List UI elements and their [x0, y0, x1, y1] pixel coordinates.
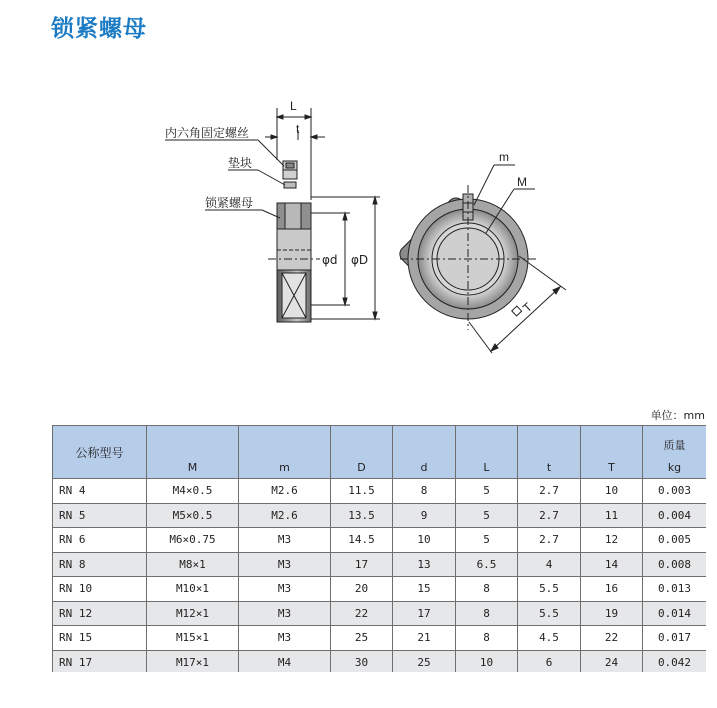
label-L: L [290, 99, 297, 113]
table-cell: 17 [393, 601, 456, 626]
table-cell: M4×0.5 [147, 479, 239, 504]
table-cell: 5 [456, 528, 518, 553]
table-row [53, 503, 707, 528]
model-cell: RN 6 [53, 528, 147, 553]
table-cell: 6.5 [456, 552, 518, 577]
column-header-bottom: T [608, 461, 615, 474]
label-T: T [520, 299, 535, 316]
table-cell: 20 [331, 577, 393, 602]
table-cell: 6 [518, 650, 581, 672]
table-cell: 0.014 [643, 601, 707, 626]
table-cell: 15 [393, 577, 456, 602]
table-cell: M4 [239, 650, 331, 672]
table-cell: 0.005 [643, 528, 707, 553]
table-cell: M6×0.75 [147, 528, 239, 553]
table-cell: 5 [456, 479, 518, 504]
table-cell: 22 [581, 626, 643, 651]
page-title: 锁紧螺母 [51, 16, 147, 42]
column-header-bottom: m [279, 461, 290, 474]
model-cell: RN 5 [53, 503, 147, 528]
table-cell: 24 [581, 650, 643, 672]
column-header [239, 426, 331, 479]
table-cell: M3 [239, 601, 331, 626]
table-cell: 4 [518, 552, 581, 577]
table-cell: 8 [393, 479, 456, 504]
table-cell: 0.013 [643, 577, 707, 602]
column-header-bottom: t [546, 461, 552, 474]
table-cell: 9 [393, 503, 456, 528]
table-row [53, 601, 707, 626]
table-cell: M12×1 [147, 601, 239, 626]
spec-table-container [52, 425, 706, 672]
model-cell: RN 12 [53, 601, 147, 626]
table-cell: 5 [456, 503, 518, 528]
column-header [518, 426, 581, 479]
table-cell: M15×1 [147, 626, 239, 651]
unit-label: 单位：mm [650, 409, 705, 422]
table-cell: 2.7 [518, 528, 581, 553]
table-cell: 2.7 [518, 479, 581, 504]
table-cell: 4.5 [518, 626, 581, 651]
model-cell: RN 15 [53, 626, 147, 651]
column-header [331, 426, 393, 479]
table-cell: 25 [393, 650, 456, 672]
table-row [53, 650, 707, 672]
column-header-bottom: L [483, 461, 490, 474]
side-view [165, 108, 380, 322]
table-cell: M2.6 [239, 503, 331, 528]
table-cell: 0.004 [643, 503, 707, 528]
table-cell: 19 [581, 601, 643, 626]
table-cell: 0.017 [643, 626, 707, 651]
column-header-top: 质量 [663, 439, 686, 452]
model-cell: RN 4 [53, 479, 147, 504]
table-cell: M3 [239, 626, 331, 651]
table-cell: 5.5 [518, 601, 581, 626]
model-cell: RN 10 [53, 577, 147, 602]
table-cell: 11 [581, 503, 643, 528]
table-cell: 8 [456, 601, 518, 626]
table-cell: 2.7 [518, 503, 581, 528]
table-cell: M3 [239, 552, 331, 577]
table-row [53, 528, 707, 553]
table-cell: M10×1 [147, 577, 239, 602]
table-cell: 14.5 [331, 528, 393, 553]
spec-table [52, 425, 706, 672]
table-cell: 8 [456, 577, 518, 602]
column-header [643, 426, 707, 479]
table-cell: M8×1 [147, 552, 239, 577]
table-cell: 10 [393, 528, 456, 553]
table-row [53, 552, 707, 577]
table-cell: 0.008 [643, 552, 707, 577]
column-header-bottom: M [187, 461, 198, 474]
table-row [53, 479, 707, 504]
table-cell: M3 [239, 577, 331, 602]
label-lock-nut: 锁紧螺母 [205, 196, 254, 210]
column-header-bottom: D [357, 461, 366, 474]
table-cell: 21 [393, 626, 456, 651]
table-cell: 13 [393, 552, 456, 577]
model-cell: RN 8 [53, 552, 147, 577]
table-cell: M2.6 [239, 479, 331, 504]
label-d: φd [322, 253, 338, 267]
table-header-row [53, 426, 707, 479]
table-cell: 17 [331, 552, 393, 577]
table-row [53, 626, 707, 651]
table-row [53, 577, 707, 602]
column-header [393, 426, 456, 479]
label-t: t [296, 122, 300, 136]
table-cell: 5.5 [518, 577, 581, 602]
table-cell: 12 [581, 528, 643, 553]
table-cell: 25 [331, 626, 393, 651]
column-header-bottom: d [420, 461, 428, 474]
table-cell: 30 [331, 650, 393, 672]
column-header [456, 426, 518, 479]
table-cell: 10 [456, 650, 518, 672]
label-washer: 垫块 [228, 156, 253, 170]
label-set-screw: 内六角固定螺丝 [165, 126, 250, 140]
label-D: φD [351, 253, 369, 267]
table-cell: 0.003 [643, 479, 707, 504]
table-cell: M17×1 [147, 650, 239, 672]
table-cell: M3 [239, 528, 331, 553]
table-cell: 11.5 [331, 479, 393, 504]
label-m: m [499, 150, 509, 164]
column-header [581, 426, 643, 479]
table-cell: 14 [581, 552, 643, 577]
label-M: M [517, 175, 527, 189]
column-header-bottom: kg [667, 461, 682, 474]
model-cell: RN 17 [53, 650, 147, 672]
table-cell: 8 [456, 626, 518, 651]
column-header: 公称型号 [53, 426, 147, 479]
table-cell: M5×0.5 [147, 503, 239, 528]
table-cell: 16 [581, 577, 643, 602]
table-cell: 0.042 [643, 650, 707, 672]
table-cell: 13.5 [331, 503, 393, 528]
table-cell: 22 [331, 601, 393, 626]
table-body [53, 479, 707, 673]
column-header [147, 426, 239, 479]
table-cell: 10 [581, 479, 643, 504]
